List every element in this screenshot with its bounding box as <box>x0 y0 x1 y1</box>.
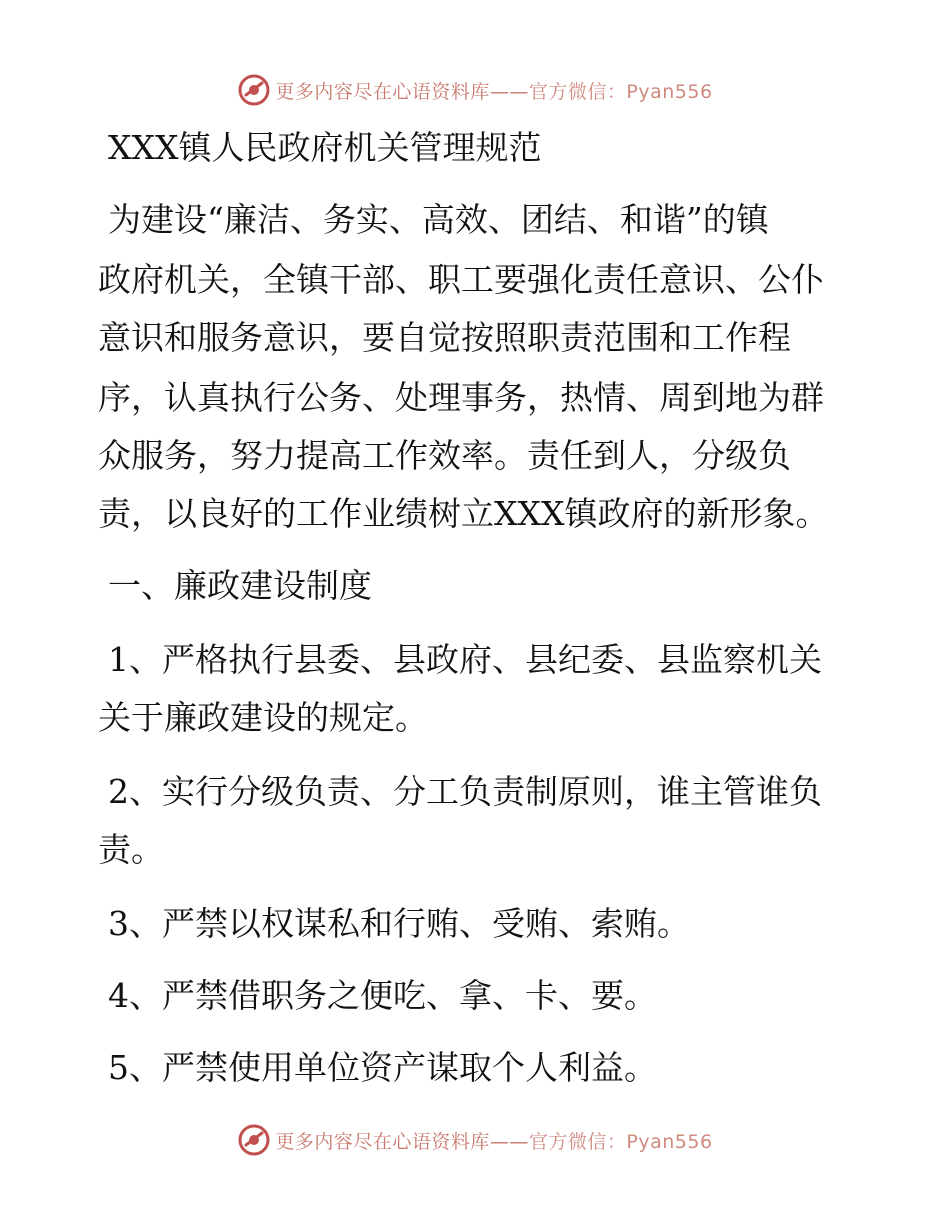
intro-line: 责，以良好的工作业绩树立XXX镇政府的新形象。 <box>98 494 829 533</box>
list-item: 2、实行分级负责、分工负责制原则，谁主管谁负 <box>108 772 822 811</box>
list-item: 3、严禁以权谋私和行贿、受贿、索贿。 <box>108 904 690 943</box>
intro-line: 意识和服务意识，要自觉按照职责范围和工作程 <box>98 318 791 357</box>
list-item: 5、严禁使用单位资产谋取个人利益。 <box>108 1048 657 1087</box>
stamp-logo-icon <box>237 73 271 107</box>
list-item: 1、严格执行县委、县政府、县纪委、县监察机关 <box>108 640 822 679</box>
list-item-continuation: 责。 <box>98 830 164 869</box>
list-item: 4、严禁借职务之便吃、拿、卡、要。 <box>108 976 657 1015</box>
watermark-text: 更多内容尽在心语资料库——官方微信：Pyan556 <box>275 1130 713 1153</box>
intro-line: 政府机关，全镇干部、职工要强化责任意识、公仆 <box>98 260 824 299</box>
intro-line: 为建设“廉洁、务实、高效、团结、和谐”的镇 <box>108 200 769 239</box>
intro-line: 序，认真执行公务、处理事务，热情、周到地为群 <box>98 378 824 417</box>
list-item-continuation: 关于廉政建设的规定。 <box>98 698 428 737</box>
section-heading: 一、廉政建设制度 <box>108 566 372 605</box>
document-title: XXX镇人民政府机关管理规范 <box>108 128 542 167</box>
watermark-text: 更多内容尽在心语资料库——官方微信：Pyan556 <box>275 80 713 103</box>
header-watermark <box>0 70 950 110</box>
stamp-logo-icon <box>237 1123 271 1157</box>
footer-watermark <box>0 1120 950 1160</box>
intro-line: 众服务，努力提高工作效率。责任到人，分级负 <box>98 436 791 475</box>
